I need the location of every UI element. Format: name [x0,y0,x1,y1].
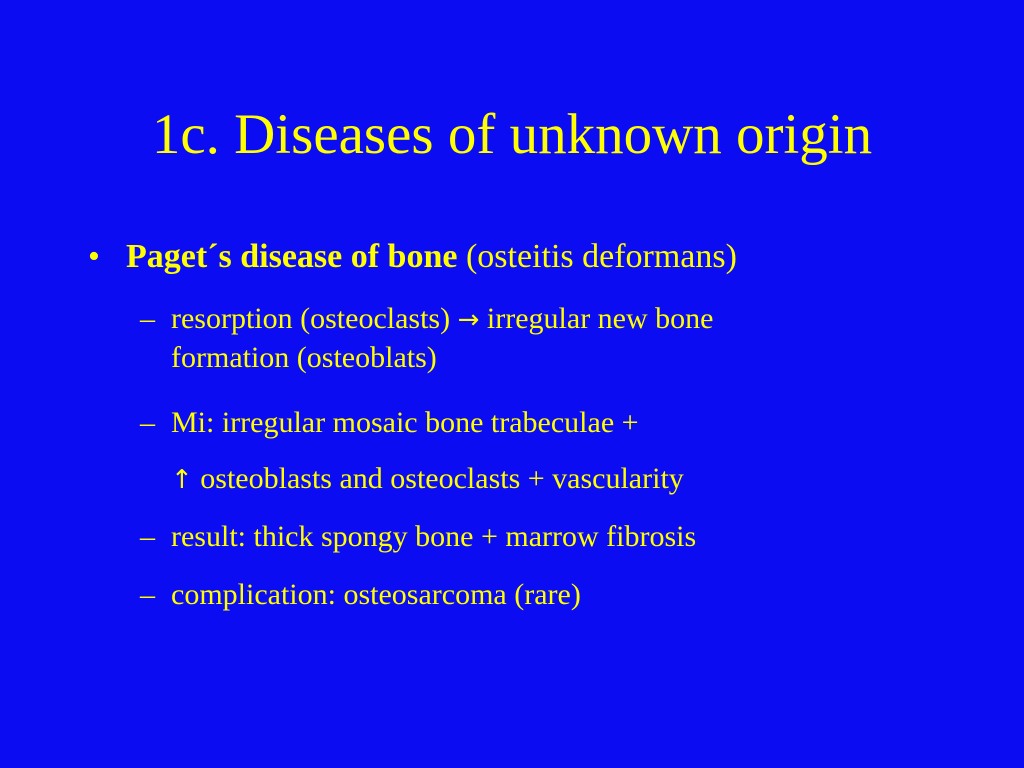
sub-item-text: result: thick spongy bone + marrow fibrosis [171,520,697,553]
sub-item-dash: – [140,578,155,611]
sub-item-dash: – [140,520,155,553]
up-arrow-icon: ↑ [171,465,193,495]
bullet-marker: • [88,238,100,275]
sub-item-text-cont: osteoblasts and osteoclasts + vascularity [192,462,684,495]
sub-item-resorption [140,300,713,377]
main-bullet [88,233,737,281]
slide-title: 1c. Diseases of unknown origin [151,103,873,166]
bullet-normal-text: (osteitis deformans) [457,238,737,275]
sub-item-text-cont: irregular new bone [479,302,714,335]
sub-item-text-line2 [140,460,684,499]
right-arrow-icon: → [457,305,480,335]
sub-item-text: resorption (osteoclasts) [171,302,458,335]
sub-item-dash: – [140,406,155,439]
sub-item-text: complication: osteosarcoma (rare) [171,578,581,611]
sub-item-microscopy [140,404,684,499]
bullet-bold-text: Paget´s disease of bone [126,238,458,275]
sub-item-text: Mi: irregular mosaic bone trabeculae + [171,406,639,439]
sub-item-result [140,518,696,556]
sub-item-dash: – [140,302,155,335]
sub-item-complication [140,576,581,614]
sub-item-text-line2: formation (osteoblats) [171,341,437,374]
